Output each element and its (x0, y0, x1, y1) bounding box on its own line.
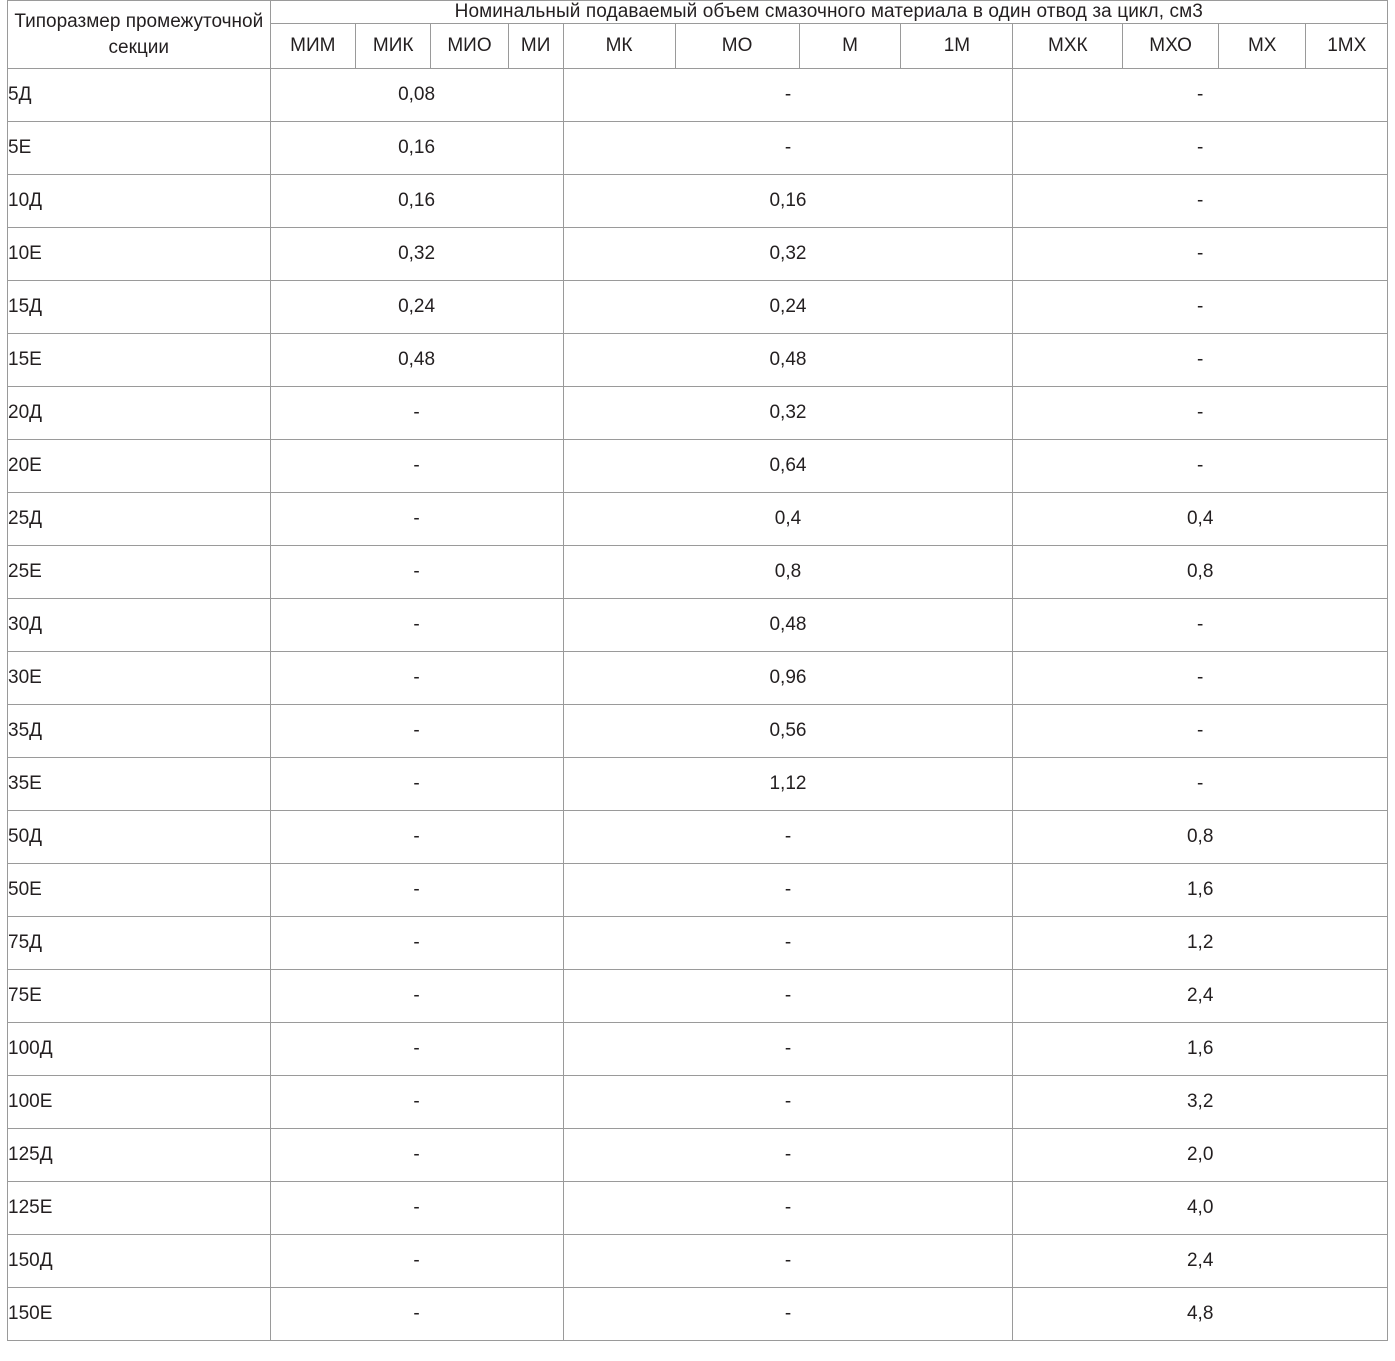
row-label: 10Д (8, 175, 271, 228)
row-label: 50Д (8, 811, 271, 864)
cell-group-m: - (563, 1129, 1013, 1182)
cell-group-m: - (563, 69, 1013, 122)
column-header-mo: МО (675, 24, 799, 69)
column-header-mx: МХ (1218, 24, 1306, 69)
cell-group-mi: 0,48 (270, 334, 563, 387)
cell-group-mi: 0,16 (270, 175, 563, 228)
cell-group-m: - (563, 1023, 1013, 1076)
column-header-mim: МИМ (270, 24, 355, 69)
cell-group-mx: 4,0 (1013, 1182, 1388, 1235)
cell-group-mx: - (1013, 387, 1388, 440)
row-label: 125Е (8, 1182, 271, 1235)
table-row (8, 652, 1388, 705)
table-row (8, 1076, 1388, 1129)
cell-group-mx: 1,2 (1013, 917, 1388, 970)
cell-group-mi: - (270, 1182, 563, 1235)
table-row (8, 917, 1388, 970)
cell-group-mx: 0,8 (1013, 546, 1388, 599)
cell-group-mx: 3,2 (1013, 1076, 1388, 1129)
cell-group-mi: - (270, 1129, 563, 1182)
table-row (8, 228, 1388, 281)
row-label: 20Е (8, 440, 271, 493)
cell-group-mx: - (1013, 69, 1388, 122)
cell-group-mi: - (270, 440, 563, 493)
table-row (8, 493, 1388, 546)
header-row-title (8, 1, 1388, 24)
table-row (8, 1023, 1388, 1076)
table-row (8, 811, 1388, 864)
row-label: 25Е (8, 546, 271, 599)
corner-header: Типоразмер промежуточной секции (8, 1, 271, 69)
table-row (8, 440, 1388, 493)
cell-group-mx: - (1013, 705, 1388, 758)
cell-group-m: 0,32 (563, 228, 1013, 281)
cell-group-mi: - (270, 811, 563, 864)
row-label: 75Д (8, 917, 271, 970)
cell-group-mi: - (270, 864, 563, 917)
cell-group-mi: - (270, 758, 563, 811)
cell-group-mi: - (270, 652, 563, 705)
cell-group-mx: 2,4 (1013, 1235, 1388, 1288)
cell-group-m: - (563, 1076, 1013, 1129)
row-label: 125Д (8, 1129, 271, 1182)
table-row (8, 1182, 1388, 1235)
cell-group-m: 0,56 (563, 705, 1013, 758)
table-row (8, 599, 1388, 652)
cell-group-m: 1,12 (563, 758, 1013, 811)
cell-group-m: - (563, 1288, 1013, 1341)
cell-group-mi: - (270, 599, 563, 652)
cell-group-m: - (563, 122, 1013, 175)
cell-group-mi: 0,16 (270, 122, 563, 175)
cell-group-m: - (563, 1235, 1013, 1288)
row-label: 30Е (8, 652, 271, 705)
table-row (8, 69, 1388, 122)
column-header-mxk: МХК (1013, 24, 1123, 69)
cell-group-m: 0,48 (563, 599, 1013, 652)
cell-group-mx: 1,6 (1013, 1023, 1388, 1076)
row-label: 35Д (8, 705, 271, 758)
cell-group-m: 0,96 (563, 652, 1013, 705)
cell-group-mx: - (1013, 334, 1388, 387)
table-row (8, 1235, 1388, 1288)
cell-group-m: 0,24 (563, 281, 1013, 334)
row-label: 5Е (8, 122, 271, 175)
cell-group-mx: 4,8 (1013, 1288, 1388, 1341)
cell-group-m: 0,4 (563, 493, 1013, 546)
cell-group-mi: - (270, 1076, 563, 1129)
table-row (8, 387, 1388, 440)
row-label: 30Д (8, 599, 271, 652)
cell-group-mi: - (270, 917, 563, 970)
cell-group-m: 0,8 (563, 546, 1013, 599)
row-label: 35Е (8, 758, 271, 811)
cell-group-mx: - (1013, 599, 1388, 652)
cell-group-m: - (563, 811, 1013, 864)
cell-group-mx: 2,0 (1013, 1129, 1388, 1182)
cell-group-mi: 0,32 (270, 228, 563, 281)
cell-group-m: 0,32 (563, 387, 1013, 440)
cell-group-mi: - (270, 1023, 563, 1076)
table-header (8, 1, 1388, 69)
table-body (8, 69, 1388, 1341)
column-header-mio: МИО (431, 24, 508, 69)
cell-group-mx: - (1013, 122, 1388, 175)
row-label: 75Е (8, 970, 271, 1023)
cell-group-mx: - (1013, 281, 1388, 334)
row-label: 15Д (8, 281, 271, 334)
row-label: 50Е (8, 864, 271, 917)
cell-group-mx: - (1013, 440, 1388, 493)
table-row (8, 122, 1388, 175)
table-row (8, 175, 1388, 228)
table-row (8, 970, 1388, 1023)
cell-group-mi: - (270, 546, 563, 599)
cell-group-mi: - (270, 970, 563, 1023)
cell-group-mx: 0,8 (1013, 811, 1388, 864)
cell-group-mx: - (1013, 758, 1388, 811)
cell-group-m: 0,48 (563, 334, 1013, 387)
table-row (8, 1129, 1388, 1182)
table-row (8, 281, 1388, 334)
column-header-mk: МК (563, 24, 675, 69)
row-label: 20Д (8, 387, 271, 440)
column-header-1m: 1М (901, 24, 1013, 69)
cell-group-mx: - (1013, 175, 1388, 228)
cell-group-mi: - (270, 1235, 563, 1288)
column-header-mi: МИ (508, 24, 563, 69)
table-row (8, 864, 1388, 917)
cell-group-m: - (563, 917, 1013, 970)
cell-group-mi: 0,08 (270, 69, 563, 122)
cell-group-mx: - (1013, 228, 1388, 281)
lubrication-volume-table (7, 0, 1388, 1341)
cell-group-m: - (563, 1182, 1013, 1235)
row-label: 150Д (8, 1235, 271, 1288)
table-row (8, 334, 1388, 387)
table-row (8, 1288, 1388, 1341)
row-label: 100Д (8, 1023, 271, 1076)
cell-group-mx: 2,4 (1013, 970, 1388, 1023)
table-row (8, 758, 1388, 811)
cell-group-mx: 1,6 (1013, 864, 1388, 917)
table-row (8, 705, 1388, 758)
cell-group-m: - (563, 864, 1013, 917)
row-label: 15Е (8, 334, 271, 387)
row-label: 25Д (8, 493, 271, 546)
column-header-1mx: 1МХ (1306, 24, 1388, 69)
cell-group-m: 0,16 (563, 175, 1013, 228)
cell-group-mi: - (270, 1288, 563, 1341)
table-row (8, 546, 1388, 599)
cell-group-m: 0,64 (563, 440, 1013, 493)
row-label: 10Е (8, 228, 271, 281)
cell-group-mi: - (270, 705, 563, 758)
cell-group-mx: - (1013, 652, 1388, 705)
column-header-mik: МИК (356, 24, 431, 69)
cell-group-mi: 0,24 (270, 281, 563, 334)
cell-group-mi: - (270, 493, 563, 546)
cell-group-mi: - (270, 387, 563, 440)
group-header: Номинальный подаваемый объем смазочного материала в один отвод за цикл, см3 (270, 1, 1387, 24)
column-header-mxo: МХО (1123, 24, 1219, 69)
row-label: 5Д (8, 69, 271, 122)
row-label: 100Е (8, 1076, 271, 1129)
row-label: 150Е (8, 1288, 271, 1341)
cell-group-m: - (563, 970, 1013, 1023)
cell-group-mx: 0,4 (1013, 493, 1388, 546)
column-header-m: М (799, 24, 901, 69)
